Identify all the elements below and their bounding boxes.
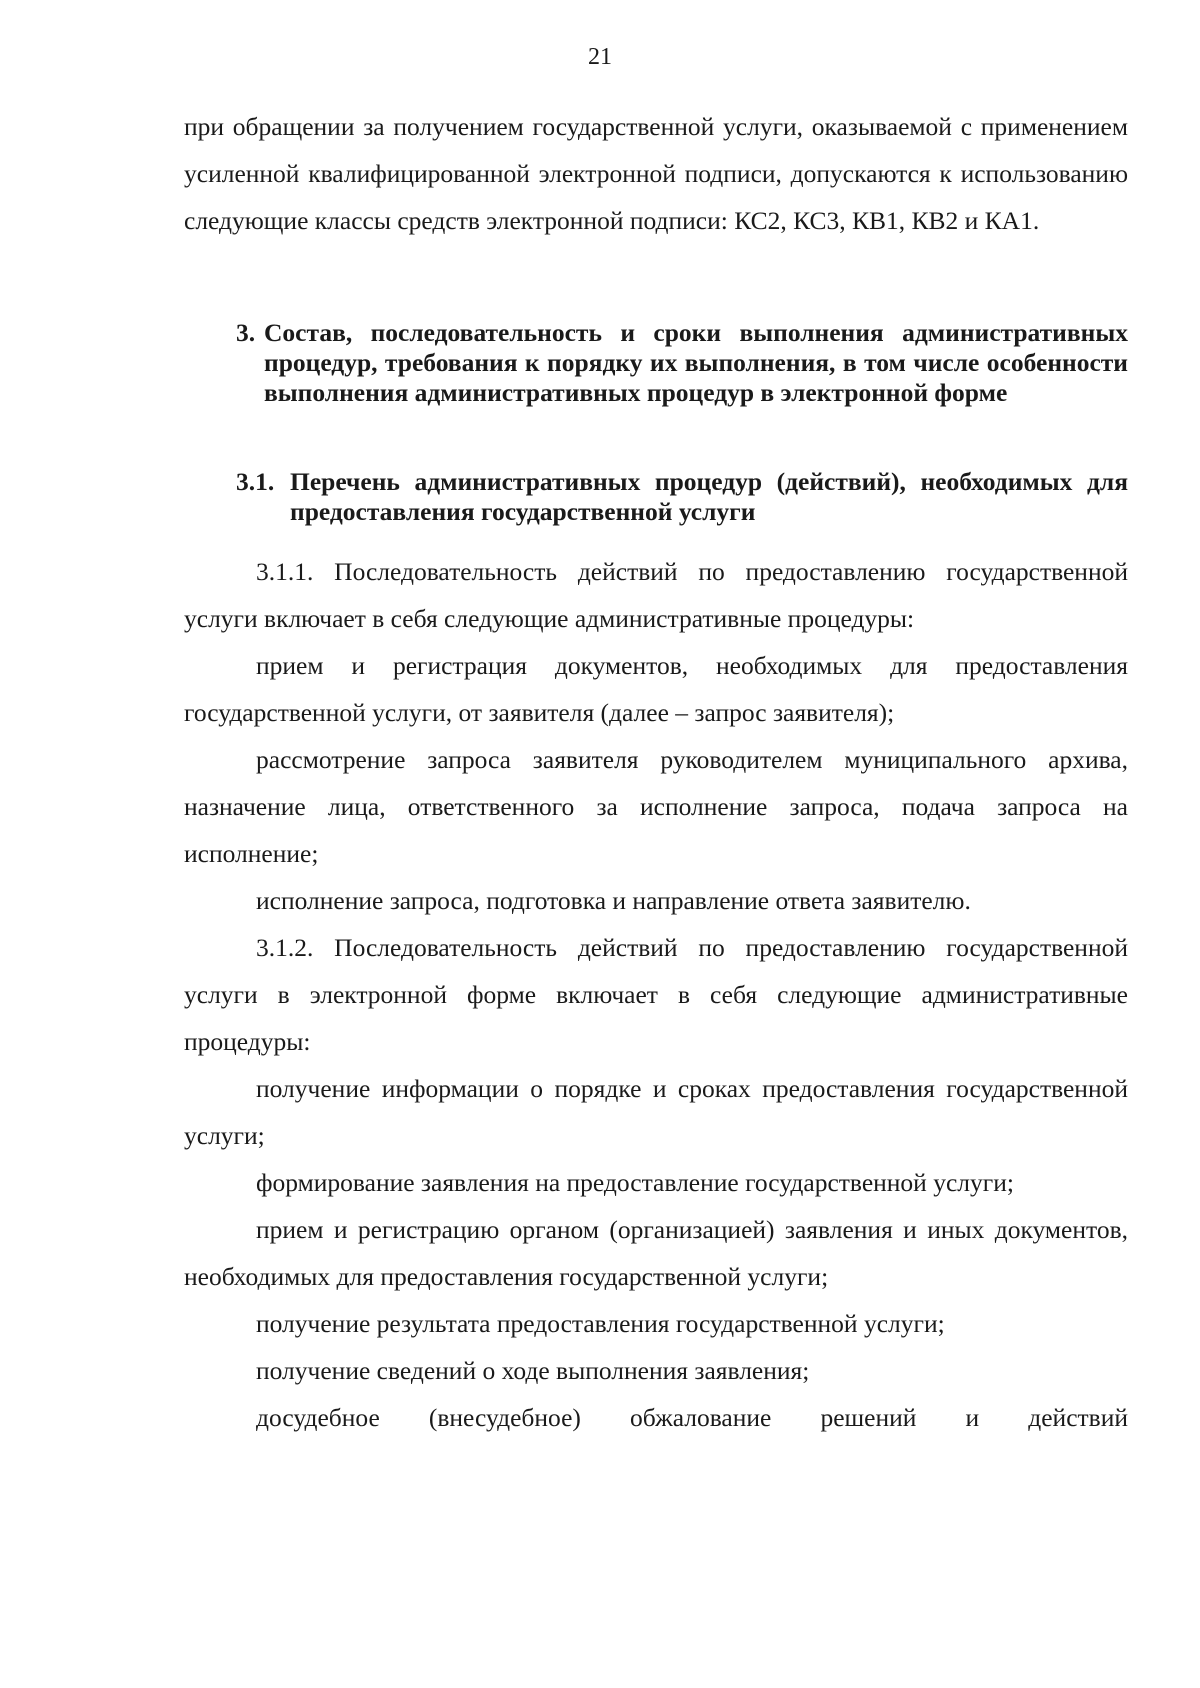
list-item: рассмотрение запроса заявителя руководителем муниципального архива, назначение лица, ответственного за исполнение запроса, подача запроса на исполнение; [184, 745, 1128, 868]
list-item: получение результата предоставления государственной услуги; [256, 1309, 945, 1338]
intro-paragraph: при обращении за получением государственной услуги, оказываемой с применением усиленной квалифицированной электронной подписи, допускаются к использованию следующие классы средств электронной подписи: КС2, КС3, КВ1, КВ2 и КА1. [184, 112, 1128, 235]
list-item: прием и регистрацию органом (организацией) заявления и иных документов, необходимых для предоставления государственной услуги; [184, 1215, 1128, 1291]
section-3-1-number: 3.1. [236, 467, 275, 496]
page-number: 21 [588, 44, 612, 70]
list-item: формирование заявления на предоставление государственной услуги; [256, 1168, 1014, 1197]
paragraph-3-1-2: 3.1.2. Последовательность действий по предоставлению государственной услуги в электронной форме включает в себя следующие административные процедуры: [184, 933, 1128, 1056]
intro-block [184, 103, 1128, 244]
section-3-title: Состав, последовательность и сроки выполнения административных процедур, требования к порядку их выполнения, в том числе особенности выполнения административных процедур в электронной форме [264, 318, 1128, 407]
list-item: исполнение запроса, подготовка и направление ответа заявителю. [256, 886, 971, 915]
section-3-1-title: Перечень административных процедур (действий), необходимых для предоставления государственной услуги [290, 467, 1128, 526]
section-3-heading [236, 318, 1128, 408]
section-3-1-heading [236, 467, 1128, 527]
list-item: получение информации о порядке и сроках предоставления государственной услуги; [184, 1074, 1128, 1150]
body-text [184, 548, 1128, 1441]
list-item: досудебное (внесудебное) обжалование решений и действий [256, 1403, 1128, 1432]
paragraph-3-1-1: 3.1.1. Последовательность действий по предоставлению государственной услуги включает в себя следующие административные процедуры: [184, 557, 1128, 633]
section-3-number: 3. [236, 318, 256, 347]
list-item: получение сведений о ходе выполнения заявления; [256, 1356, 810, 1385]
list-item: прием и регистрация документов, необходимых для предоставления государственной услуги, от заявителя (далее – запрос заявителя); [184, 651, 1128, 727]
